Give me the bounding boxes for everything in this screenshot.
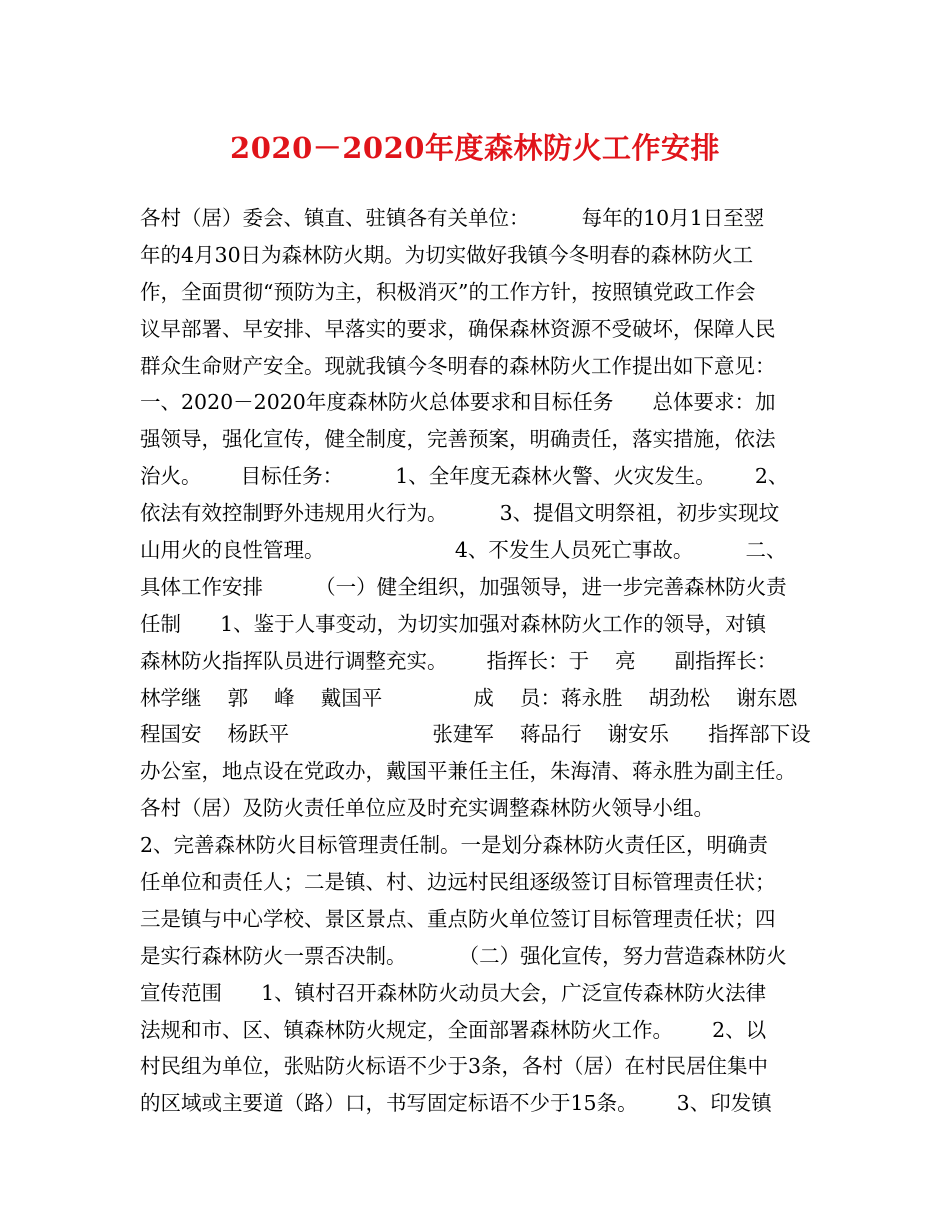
body-line: 法规和市、区、镇森林防火规定，全面部署森林防火工作。 2、以 bbox=[140, 1017, 767, 1042]
body-line: 群众生命财产安全。现就我镇今冬明春的森林防火工作提出如下意见： bbox=[140, 353, 776, 378]
body-line: 作，全面贯彻“预防为主，积极消灭”的工作方针，按照镇党政工作会 bbox=[140, 279, 756, 304]
body-line: 各村（居）委会、镇直、驻镇各有关单位： 每年的10月1日至翌 bbox=[140, 206, 765, 230]
body-line: 的区域或主要道（路）口，书写固定标语不少于15条。 3、印发镇 bbox=[140, 1091, 772, 1116]
body-line: 治火。 目标任务： 1、全年度无森林火警、火灾发生。 2、 bbox=[140, 464, 789, 489]
document-body bbox=[140, 200, 830, 1122]
body-line: 林学继 郭 峰 戴国平 成 员：蒋永胜 胡劲松 谢东恩 bbox=[140, 685, 798, 710]
body-line: 各村（居）及防火责任单位应及时充实调整森林防火领导小组。 bbox=[140, 796, 714, 821]
body-line: 一、2020－2020年度森林防火总体要求和目标任务 总体要求：加 bbox=[140, 390, 776, 415]
body-line: 年的4月30日为森林防火期。为切实做好我镇今冬明春的森林防火工 bbox=[140, 242, 754, 267]
body-line: 依法有效控制野外违规用火行为。 3、提倡文明祭祖，初步实现坟 bbox=[140, 501, 780, 526]
body-line: 村民组为单位，张贴防火标语不少于3条，各村（居）在村民居住集中 bbox=[140, 1054, 769, 1079]
body-line: 2、完善森林防火目标管理责任制。一是划分森林防火责任区，明确责 bbox=[140, 833, 769, 858]
body-line: 议早部署、早安排、早落实的要求，确保森林资源不受破坏，保障人民 bbox=[140, 316, 776, 341]
body-line: 森林防火指挥队员进行调整充实。 指挥长：于 亮 副指挥长： bbox=[140, 648, 778, 673]
body-line: 山用火的良性管理。 4、不发生人员死亡事故。 二、 bbox=[140, 538, 787, 563]
body-line: 任制 1、鉴于人事变动，为切实加强对森林防火工作的领导，对镇 bbox=[140, 611, 767, 636]
body-line: 强领导，强化宣传，健全制度，完善预案，明确责任，落实措施，依法 bbox=[140, 427, 776, 452]
body-line: 办公室，地点设在党政办，戴国平兼任主任，朱海清、蒋永胜为副主任。 bbox=[140, 759, 796, 784]
body-line: 任单位和责任人；二是镇、村、边远村民组逐级签订目标管理责任状； bbox=[140, 870, 776, 895]
body-line: 宣传范围 1、镇村召开森林防火动员大会，广泛宣传森林防火法律 bbox=[140, 980, 767, 1005]
body-line: 程国安 杨跃平 张建军 蒋品行 谢安乐 指挥部下设 bbox=[140, 722, 811, 747]
document-title: 2020－2020年度森林防火工作安排 bbox=[230, 131, 720, 165]
body-line: 具体工作安排 （一）健全组织，加强领导，进一步完善森林防火责 bbox=[140, 574, 787, 599]
body-line: 三是镇与中心学校、景区景点、重点防火单位签订目标管理责任状；四 bbox=[140, 906, 776, 931]
body-line: 是实行森林防火一票否决制。 （二）强化宣传，努力营造森林防火 bbox=[140, 943, 787, 968]
